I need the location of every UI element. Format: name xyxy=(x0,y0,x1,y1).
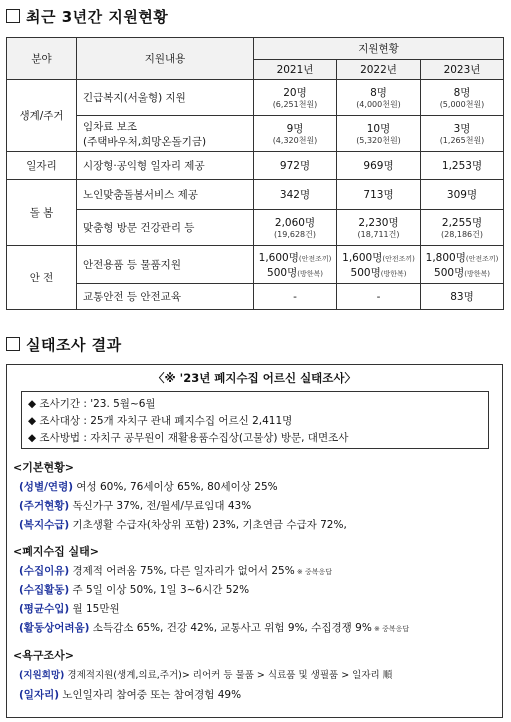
content-cell: 긴급복지(서울형) 지원 xyxy=(77,80,254,116)
value-cell: 83명 xyxy=(421,284,504,310)
field-cell: 생계/주거 xyxy=(7,80,77,152)
content-cell: 맞춤형 방문 건강관리 등 xyxy=(77,210,254,246)
checkbox-icon xyxy=(6,9,20,23)
value-cell: 8명 (5,000천원) xyxy=(421,80,504,116)
value-cell: 342명 xyxy=(254,180,337,210)
list-item: (활동상어려움) 소득감소 65%, 건강 42%, 교통사고 위험 9%, 수집경쟁 9% ※ 중복응답 xyxy=(19,622,410,634)
table-row xyxy=(7,210,504,246)
value-cell: 9명 (4,320천원) xyxy=(254,116,337,152)
value-cell: 1,600명(안전조끼) 500명(방한복) xyxy=(254,246,337,284)
table-row xyxy=(7,80,504,116)
value-cell: 972명 xyxy=(254,152,337,180)
value-cell: 1,600명(안전조끼) 500명(방한복) xyxy=(337,246,421,284)
list-item: (수집활동) 주 5일 이상 50%, 1일 3~6시간 52% xyxy=(19,584,250,596)
list-item: (복지수급) 기초생활 수급자(차상위 포함) 23%, 기초연금 수급자 72%, xyxy=(19,519,347,531)
value-cell: - xyxy=(254,284,337,310)
group-heading: <폐지수집 실태> xyxy=(13,545,100,558)
header-content: 지원내용 xyxy=(77,38,254,80)
value-cell: 309명 xyxy=(421,180,504,210)
list-item: (지원희망) 경제적지원(생계,의료,주거)> 리어커 등 물품 > 식료품 및 생필품 > 일자리 順 xyxy=(19,670,393,681)
group-heading: <기본현황> xyxy=(13,461,74,474)
list-item: (일자리) 노인일자리 참여중 또는 참여경험 49% xyxy=(19,689,242,701)
list-item: (수집이유) 경제적 어려움 75%, 다른 일자리가 없어서 25% ※ 중복응답 xyxy=(19,565,333,577)
table-row xyxy=(7,246,504,284)
section-title-survey: 실태조사 결과 xyxy=(6,334,122,355)
value-cell: 969명 xyxy=(337,152,421,180)
info-line: ◆ 조사대상 : 25개 자치구 관내 폐지수집 어르신 2,411명 xyxy=(28,415,293,427)
value-cell: - xyxy=(337,284,421,310)
value-cell: 10명 (5,320천원) xyxy=(337,116,421,152)
field-cell: 일자리 xyxy=(7,152,77,180)
list-item: (주거현황) 독신가구 37%, 전/월세/무료임대 43% xyxy=(19,500,252,512)
value-cell: 20명 (6,251천원) xyxy=(254,80,337,116)
value-cell: 2,255명 (28,186건) xyxy=(421,210,504,246)
value-cell: 2,230명 (18,711건) xyxy=(337,210,421,246)
content-cell: 임차료 보조 (주택바우처,희망온돌기금) xyxy=(77,116,254,152)
content-cell: 안전용품 등 물품지원 xyxy=(77,246,254,284)
content-cell: 노인맞춤돌봄서비스 제공 xyxy=(77,180,254,210)
support-table xyxy=(6,37,504,310)
table-row xyxy=(7,180,504,210)
header-year: 2023년 xyxy=(421,60,504,80)
info-line: ◆ 조사기간 : '23. 5월~6월 xyxy=(28,398,156,410)
header-status: 지원현황 xyxy=(254,38,504,60)
value-cell: 1,253명 xyxy=(421,152,504,180)
survey-box xyxy=(6,364,503,718)
value-cell: 8명 (4,000천원) xyxy=(337,80,421,116)
content-cell: 교통안전 등 안전교육 xyxy=(77,284,254,310)
field-cell: 안 전 xyxy=(7,246,77,310)
header-year: 2022년 xyxy=(337,60,421,80)
header-year: 2021년 xyxy=(254,60,337,80)
group-heading: <욕구조사> xyxy=(13,649,74,662)
table-row xyxy=(7,152,504,180)
value-cell: 1,800명(안전조끼) 500명(방한복) xyxy=(421,246,504,284)
value-cell: 713명 xyxy=(337,180,421,210)
value-cell: 3명 (1,265천원) xyxy=(421,116,504,152)
section-title-support: 최근 3년간 지원현황 xyxy=(6,6,168,27)
survey-info-box xyxy=(21,391,489,449)
survey-banner: 〈※ '23년 폐지수집 어르신 실태조사〉 xyxy=(152,371,357,385)
info-line: ◆ 조사방법 : 자치구 공무원이 재활용품수집상(고물상) 방문, 대면조사 xyxy=(28,432,349,444)
table-row xyxy=(7,284,504,310)
content-cell: 시장형·공익형 일자리 제공 xyxy=(77,152,254,180)
table-row xyxy=(7,116,504,152)
value-cell: 2,060명 (19,628건) xyxy=(254,210,337,246)
checkbox-icon xyxy=(6,337,20,351)
list-item: (평균수입) 월 15만원 xyxy=(19,603,120,615)
field-cell: 돌 봄 xyxy=(7,180,77,246)
header-field: 분야 xyxy=(7,38,77,80)
list-item: (성별/연령) 여성 60%, 76세이상 65%, 80세이상 25% xyxy=(19,481,278,493)
